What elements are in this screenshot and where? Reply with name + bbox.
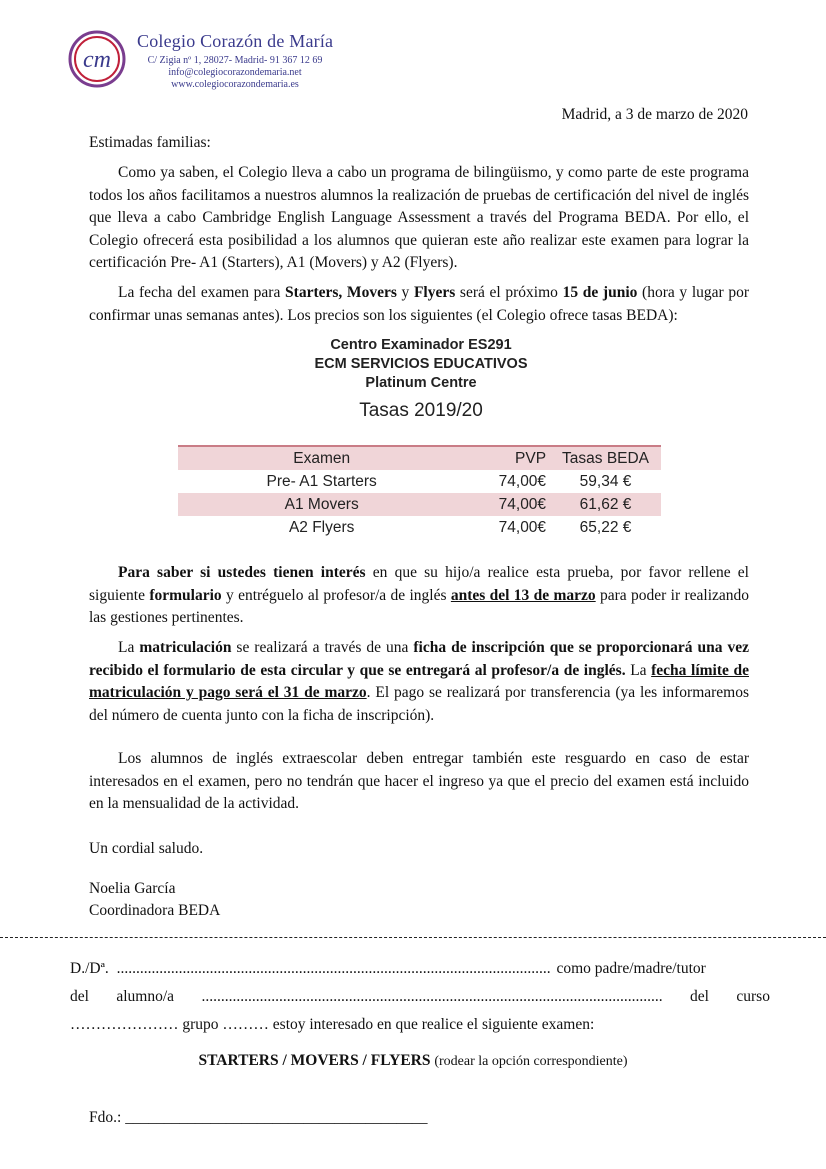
fees-period: Tasas 2019/20: [359, 400, 483, 421]
school-email: info@colegiocorazondemaria.net: [168, 67, 302, 78]
school-name: Colegio Corazón de María: [137, 31, 334, 51]
table-cell: 74,00€: [498, 518, 547, 536]
form-label-student: alumno/a: [116, 988, 175, 1005]
form-label-parent: D./Dª.: [70, 960, 109, 977]
form-label-del: del: [70, 988, 89, 1005]
exam-options-note: (rodear la opción correspondiente): [434, 1054, 628, 1069]
closing: Un cordial saludo.: [89, 840, 204, 857]
form-label-del-2: del: [690, 988, 709, 1005]
form-label-course: curso: [736, 988, 770, 1005]
school-logo: [68, 30, 126, 88]
table-cell: 74,00€: [498, 495, 547, 513]
signature-name: Noelia García: [89, 880, 176, 897]
table-cell: 61,62 €: [579, 495, 632, 513]
form-line-group[interactable]: ………………… grupo ……… estoy interesado en que realice el siguiente examen:: [70, 1016, 595, 1033]
school-address: C/ Zigia nº 1, 28027- Madrid- 91 367 12 69: [147, 55, 323, 66]
student-name-field[interactable]: .......................................................................................................................: [201, 988, 663, 1005]
table-cell: A1 Movers: [284, 495, 359, 513]
parent-name-field[interactable]: ................................................................................................................: [116, 960, 551, 977]
col-header-beda: Tasas BEDA: [562, 449, 650, 467]
signature-field[interactable]: _______________________________________: [125, 1109, 428, 1126]
greeting: Estimadas familias:: [89, 134, 211, 151]
table-cell: A2 Flyers: [288, 518, 355, 536]
paragraph-interest: Para saber si ustedes tienen interés en que su hijo/a realice esta prueba, por favor rellene el siguiente formulario y entréguelo al profesor/a de inglés antes del 13 de marzo para poder ir realizando las gestiones pertinentes.: [89, 564, 750, 626]
col-header-price: PVP: [515, 449, 547, 467]
form-line-parent: [70, 960, 706, 978]
exam-center-line1: Centro Examinador ES291: [330, 337, 512, 353]
cut-line: [0, 937, 826, 938]
table-row: [178, 470, 661, 493]
fees-table: [178, 445, 661, 539]
form-line-student: [70, 988, 770, 1006]
exam-center-line2: ECM SERVICIOS EDUCATIVOS: [314, 356, 528, 372]
table-cell: 59,34 €: [579, 472, 632, 490]
exam-options: [0, 1052, 826, 1070]
signature-title: Coordinadora BEDA: [89, 902, 221, 919]
letter-date: Madrid, a 3 de marzo de 2020: [561, 106, 748, 123]
logo-letters: cm: [83, 47, 111, 73]
form-label-guardian: como padre/madre/tutor: [556, 960, 706, 977]
signature-label: Fdo.:: [89, 1109, 122, 1126]
table-row: [178, 516, 661, 539]
table-cell: 65,22 €: [579, 518, 632, 536]
exam-options-choices[interactable]: STARTERS / MOVERS / FLYERS: [198, 1052, 431, 1069]
paragraph-enrollment: La matriculación se realizará a través de una ficha de inscripción que se proporcionará una vez recibido el formulario de esta circular y que se entregará al profesor/a de inglés. La fecha límite de matriculación y pago será el 31 de marzo. El pago se realizará por transferencia (ya les informaremos del número de cuenta junto con la ficha de inscripción).: [89, 639, 750, 724]
school-website: www.colegiocorazondemaria.es: [171, 79, 299, 90]
table-cell: Pre- A1 Starters: [266, 472, 377, 490]
exam-center-line3: Platinum Centre: [365, 375, 477, 391]
fees-table-header: [178, 446, 661, 470]
paragraph-intro: Como ya saben, el Colegio lleva a cabo un programa de bilingüismo, y como parte de este programa todos los años facilitamos a nuestros alumnos la realización de pruebas de certificación del nivel de inglés que lleva a cabo Cambridge English Language Assessment a través del Programa BEDA. Por ello, el Colegio ofrecerá esta posibilidad a los alumnos que quieran este año realizar este examen para lograr la certificación Pre- A1 (Starters), A1 (Movers) y A2 (Flyers).: [89, 164, 749, 271]
table-row: [178, 493, 661, 516]
table-cell: 74,00€: [498, 472, 547, 490]
col-header-exam: Examen: [293, 449, 351, 467]
paragraph-exam-date: La fecha del examen para Starters, Movers y Flyers será el próximo 15 de junio (hora y lugar por confirmar unas semanas antes). Los precios son los siguientes (el Colegio ofrece tasas BEDA):: [89, 284, 750, 324]
paragraph-extracurricular: Los alumnos de inglés extraescolar deben entregar también este resguardo en caso de estar interesados en el examen, pero no tendrán que hacer el ingreso ya que el precio del examen está incluido en la mensualidad de la actividad.: [89, 750, 749, 812]
form-signature: [89, 1109, 427, 1127]
